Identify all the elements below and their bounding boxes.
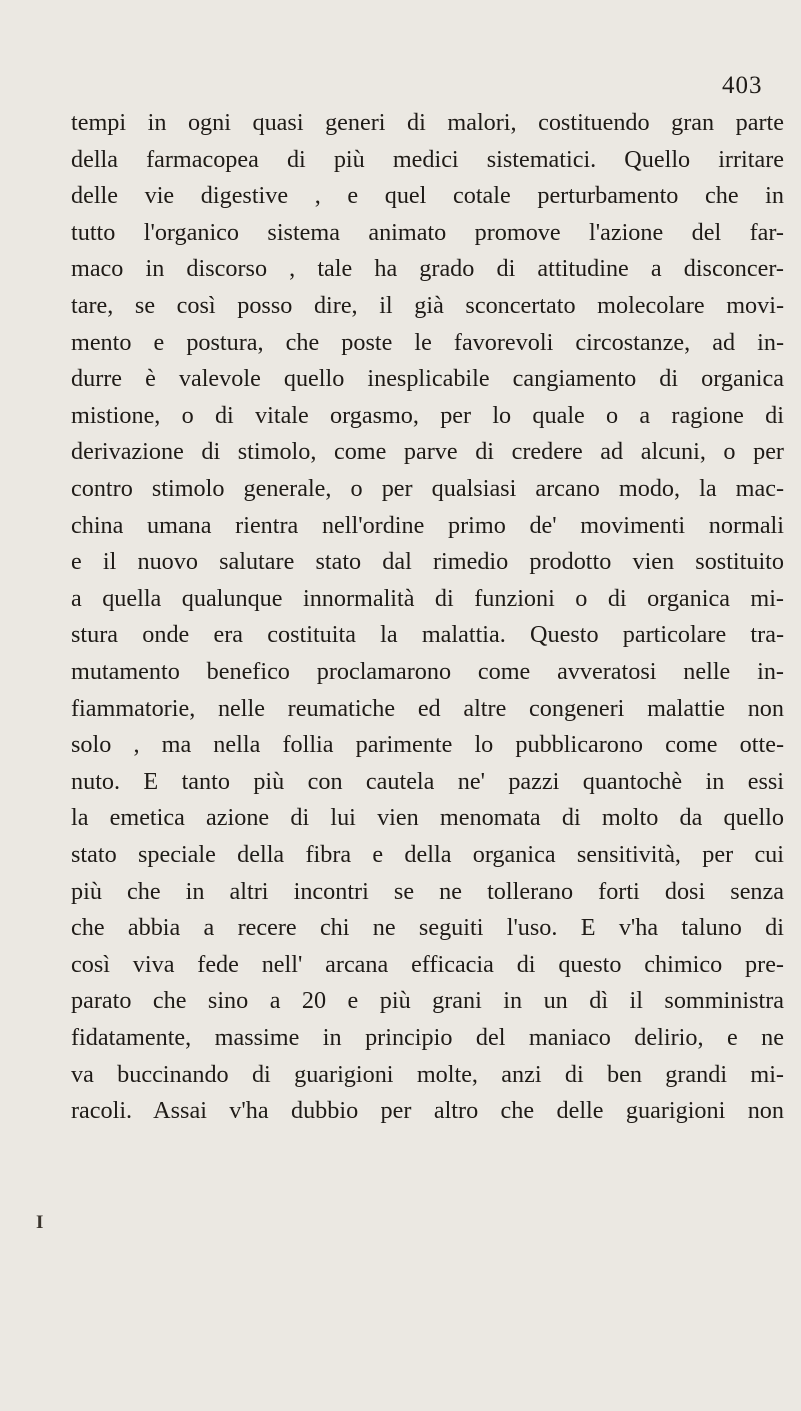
text-line: mutamento benefico proclamarono come avveratosi nelle in- bbox=[71, 658, 784, 685]
text-line: derivazione di stimolo, come parve di credere ad alcuni, o per bbox=[71, 438, 784, 466]
footer-mark: I bbox=[36, 1212, 44, 1233]
text-line: mento e postura, che poste le favorevoli circostanze, ad in- bbox=[71, 328, 784, 356]
text-line: nuto. E tanto più con cautela ne' pazzi quantochè in essi bbox=[71, 767, 784, 795]
text-line: tutto l'organico sistema animato promove l'azione del far- bbox=[71, 218, 784, 246]
text-line: più che in altri incontri se ne tollerano forti dosi senza bbox=[71, 877, 784, 905]
text-line: così viva fede nell' arcana efficacia di questo chimico pre- bbox=[71, 950, 784, 978]
text-line: parato che sino a 20 e più grani in un dì il somministra bbox=[71, 987, 784, 1015]
text-line: tempi in ogni quasi generi di malori, costituendo gran parte bbox=[71, 109, 784, 136]
text-line: e il nuovo salutare stato dal rimedio prodotto vien sostituito bbox=[71, 548, 784, 576]
text-line: che abbia a recere chi ne seguiti l'uso. E v'ha taluno di bbox=[71, 914, 784, 942]
text-line: mistione, o di vitale orgasmo, per lo quale o a ragione di bbox=[71, 401, 784, 429]
text-line: contro stimolo generale, o per qualsiasi arcano modo, la mac- bbox=[71, 475, 784, 502]
text-line: racoli. Assai v'ha dubbio per altro che delle guarigioni non bbox=[71, 1097, 784, 1125]
text-line: delle vie digestive , e quel cotale perturbamento che in bbox=[71, 182, 784, 210]
page-number: 403 bbox=[722, 72, 763, 99]
text-line: tare, se così posso dire, il già sconcertato molecolare movi- bbox=[71, 292, 784, 319]
text-line: stura onde era costituita la malattia. Questo particolare tra- bbox=[71, 621, 784, 649]
text-line: solo , ma nella follia parimente lo pubblicarono come otte- bbox=[71, 731, 784, 759]
text-line: va buccinando di guarigioni molte, anzi di ben grandi mi- bbox=[71, 1060, 784, 1088]
text-line: della farmacopea di più medici sistematici. Quello irritare bbox=[71, 145, 784, 173]
text-line: china umana rientra nell'ordine primo de' movimenti normali bbox=[71, 511, 784, 539]
text-line: fidatamente, massime in principio del maniaco delirio, e ne bbox=[71, 1024, 784, 1051]
text-line: a quella qualunque innormalità di funzioni o di organica mi- bbox=[71, 584, 784, 612]
text-line: maco in discorso , tale ha grado di attitudine a disconcer- bbox=[71, 255, 784, 283]
text-line: durre è valevole quello inesplicabile cangiamento di organica bbox=[71, 365, 784, 393]
text-line: la emetica azione di lui vien menomata di molto da quello bbox=[71, 804, 784, 832]
text-line: stato speciale della fibra e della organica sensitività, per cui bbox=[71, 841, 784, 868]
text-line: fiammatorie, nelle reumatiche ed altre congeneri malattie non bbox=[71, 694, 784, 722]
